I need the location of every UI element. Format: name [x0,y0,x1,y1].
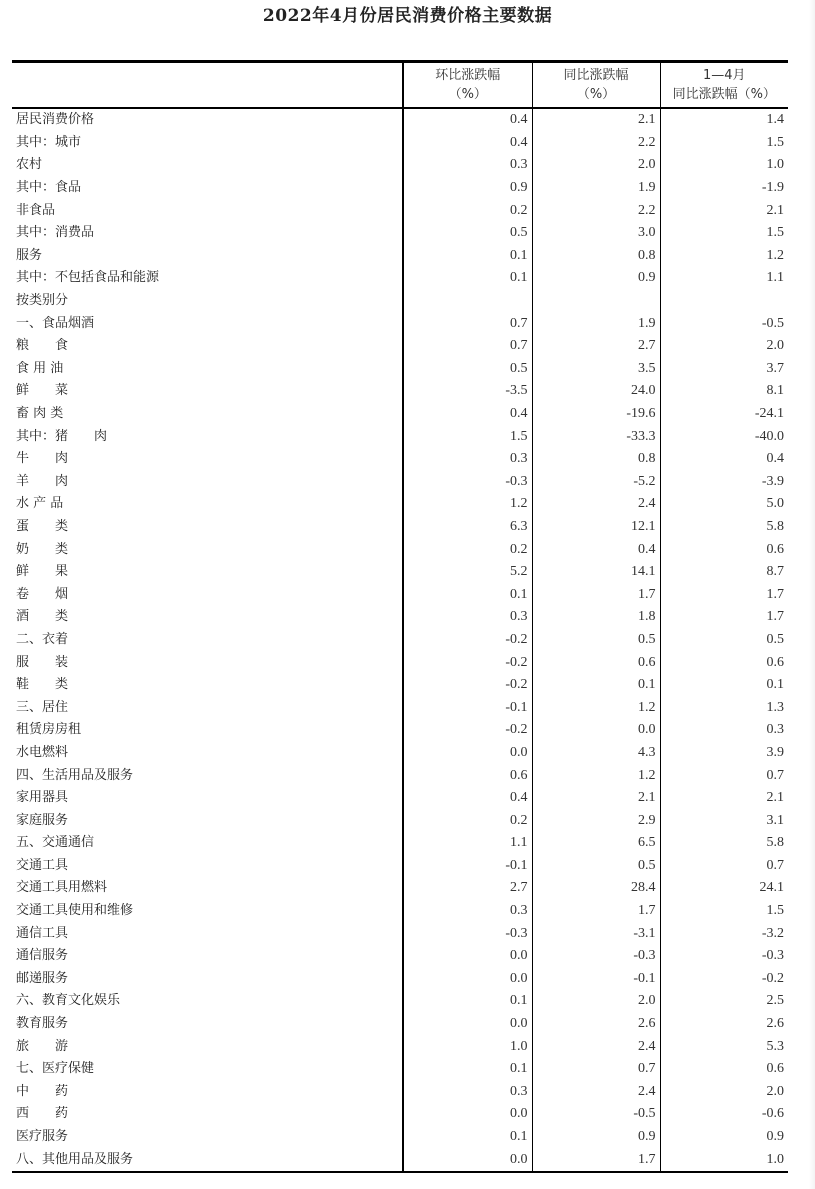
table-row [12,809,788,832]
yoy-value: 2.2 [532,132,660,155]
header-cum-line2: 同比涨跌幅（%） [672,87,776,102]
mom-value: -0.3 [403,471,532,494]
row-label: 奶 类 [16,541,69,557]
row-label: 医疗服务 [16,1129,69,1145]
row-label: 畜 肉 类 [16,406,64,422]
yoy-value: 1.2 [532,764,660,787]
table-row [12,312,788,335]
mom-value: 0.5 [403,222,532,245]
table-row [12,1013,788,1036]
cumulative-yoy-value: 1.0 [660,1148,788,1172]
yoy-value: 2.7 [532,335,660,358]
yoy-value: 2.1 [532,787,660,810]
row-label: 五、交通通信 [16,835,95,851]
table-row [12,403,788,426]
row-label: 一、食品烟酒 [16,315,95,331]
cumulative-yoy-value: 1.7 [660,583,788,606]
yoy-value: 0.5 [532,855,660,878]
mom-value: 0.4 [403,403,532,426]
row-label: 居民消费价格 [16,112,95,128]
header-row [12,62,788,109]
header-yoy-line1: 同比涨跌幅 [563,68,629,83]
yoy-value: 1.8 [532,606,660,629]
cumulative-yoy-value: 8.1 [660,380,788,403]
row-label: 家用器具 [16,790,69,806]
yoy-value: 24.0 [532,380,660,403]
mom-value: 0.3 [403,1081,532,1104]
yoy-value: 2.6 [532,1013,660,1036]
mom-value: 0.0 [403,1103,532,1126]
row-label: 粮 食 [16,338,69,354]
cumulative-yoy-value: -0.5 [660,312,788,335]
table-row [12,448,788,471]
table-row [12,922,788,945]
table-row [12,583,788,606]
row-label: 水 产 品 [16,496,64,512]
yoy-value: 0.6 [532,651,660,674]
table-row [12,764,788,787]
yoy-value: 6.5 [532,832,660,855]
yoy-value: 0.7 [532,1058,660,1081]
cumulative-yoy-value: 0.9 [660,1126,788,1149]
table-row [12,561,788,584]
yoy-value: 2.4 [532,493,660,516]
cumulative-yoy-value: 1.4 [660,108,788,132]
table-row [12,1103,788,1126]
mom-value: 0.4 [403,108,532,132]
mom-value: 1.2 [403,493,532,516]
table-row [12,719,788,742]
row-label: 四、生活用品及服务 [16,767,134,783]
cumulative-yoy-value: 2.1 [660,787,788,810]
cumulative-yoy-value: 24.1 [660,877,788,900]
table-row [12,696,788,719]
table-row [12,832,788,855]
mom-value: 1.0 [403,1035,532,1058]
mom-value: 0.3 [403,154,532,177]
row-label: 鲜 菜 [16,383,69,399]
row-label: 交通工具 [16,857,69,873]
cumulative-yoy-value: 1.5 [660,132,788,155]
mom-value: 0.3 [403,448,532,471]
header-cumulative-yoy [660,62,788,109]
table-row [12,267,788,290]
table-row [12,358,788,381]
row-label: 西 药 [16,1106,69,1122]
yoy-value: 0.9 [532,1126,660,1149]
row-label: 其中：城市 [16,134,82,150]
table-row [12,1148,788,1172]
mom-value: 1.1 [403,832,532,855]
table-row [12,742,788,765]
cpi-data-table [12,60,788,1173]
row-label: 按类别分 [16,293,69,309]
mom-value: 0.4 [403,132,532,155]
mom-value: -0.2 [403,674,532,697]
mom-value: -3.5 [403,380,532,403]
mom-value: 0.2 [403,199,532,222]
table-row [12,900,788,923]
yoy-value: 3.5 [532,358,660,381]
yoy-value: 2.2 [532,199,660,222]
yoy-value: 0.8 [532,245,660,268]
mom-value: 0.7 [403,335,532,358]
row-label: 其中：猪 肉 [16,428,108,444]
cumulative-yoy-value: 5.8 [660,516,788,539]
yoy-value: 0.0 [532,719,660,742]
cumulative-yoy-value: 5.0 [660,493,788,516]
row-label: 其中：消费品 [16,225,95,241]
header-yoy-change [532,62,660,109]
header-cum-line1: 1—4月 [702,68,746,83]
mom-value: 1.5 [403,425,532,448]
table-row [12,651,788,674]
page-title: 2022年4月份居民消费价格主要数据 [262,6,553,26]
table-row [12,132,788,155]
mom-value: -0.1 [403,855,532,878]
row-label: 蛋 类 [16,518,69,534]
yoy-value [532,290,660,313]
cumulative-yoy-value: 1.2 [660,245,788,268]
row-label: 交通工具用燃料 [16,880,108,896]
row-label: 鞋 类 [16,677,69,693]
mom-value: 0.0 [403,968,532,991]
yoy-value: 2.0 [532,154,660,177]
mom-value: -0.2 [403,719,532,742]
mom-value: -0.1 [403,696,532,719]
table-row [12,380,788,403]
cumulative-yoy-value: -3.2 [660,922,788,945]
mom-value: 0.4 [403,787,532,810]
cumulative-yoy-value: -24.1 [660,403,788,426]
table-row [12,425,788,448]
row-label: 服 装 [16,654,69,670]
row-label: 其中：不包括食品和能源 [16,270,160,286]
yoy-value: 1.7 [532,900,660,923]
mom-value: 0.0 [403,1148,532,1172]
cumulative-yoy-value: 0.6 [660,651,788,674]
cumulative-yoy-value: -40.0 [660,425,788,448]
yoy-value: 3.0 [532,222,660,245]
cumulative-yoy-value: -0.6 [660,1103,788,1126]
mom-value: 0.1 [403,990,532,1013]
cumulative-yoy-value: 0.6 [660,1058,788,1081]
table-header [12,62,788,109]
table-row [12,108,788,132]
row-label: 牛 肉 [16,451,69,467]
mom-value: 6.3 [403,516,532,539]
table-body [12,108,788,1172]
table-row [12,787,788,810]
table-row [12,990,788,1013]
table-row [12,222,788,245]
row-label: 农村 [16,157,43,173]
cumulative-yoy-value: 0.1 [660,674,788,697]
yoy-value: 2.9 [532,809,660,832]
yoy-value: 0.4 [532,538,660,561]
cumulative-yoy-value: 2.0 [660,1081,788,1104]
yoy-value: 14.1 [532,561,660,584]
yoy-value: 2.1 [532,108,660,132]
row-label: 六、教育文化娱乐 [16,993,121,1009]
cumulative-yoy-value: -3.9 [660,471,788,494]
cumulative-yoy-value: 0.4 [660,448,788,471]
cumulative-yoy-value: 2.6 [660,1013,788,1036]
mom-value: 2.7 [403,877,532,900]
row-label: 邮递服务 [16,970,69,986]
row-label: 教育服务 [16,1016,69,1032]
row-label: 非食品 [16,202,56,218]
yoy-value: -33.3 [532,425,660,448]
cumulative-yoy-value: 0.6 [660,538,788,561]
yoy-value: 0.5 [532,629,660,652]
cumulative-yoy-value: 5.3 [660,1035,788,1058]
yoy-value: 2.4 [532,1035,660,1058]
mom-value: 0.0 [403,945,532,968]
table-row [12,877,788,900]
row-label: 酒 类 [16,609,69,625]
yoy-value: 1.2 [532,696,660,719]
mom-value: 0.6 [403,764,532,787]
cumulative-yoy-value: -0.2 [660,968,788,991]
cumulative-yoy-value: 2.0 [660,335,788,358]
yoy-value: 1.7 [532,1148,660,1172]
row-label: 三、居住 [16,699,69,715]
mom-value: 5.2 [403,561,532,584]
cumulative-yoy-value: 3.9 [660,742,788,765]
cumulative-yoy-value: 0.7 [660,764,788,787]
yoy-value: -0.5 [532,1103,660,1126]
row-label: 通信工具 [16,925,69,941]
cumulative-yoy-value: 3.1 [660,809,788,832]
mom-value: 0.7 [403,312,532,335]
cumulative-yoy-value: 3.7 [660,358,788,381]
table-row [12,177,788,200]
cumulative-yoy-value: 1.7 [660,606,788,629]
mom-value: 0.3 [403,606,532,629]
header-mom-line2: （%） [448,87,487,102]
mom-value: 0.0 [403,1013,532,1036]
mom-value: 0.0 [403,742,532,765]
page-edge-shadow [809,0,815,1189]
mom-value: -0.2 [403,651,532,674]
table-row [12,1035,788,1058]
table-row [12,606,788,629]
header-item-name [12,62,403,109]
table-row [12,538,788,561]
yoy-value: 4.3 [532,742,660,765]
table-row [12,1081,788,1104]
mom-value [403,290,532,313]
row-label: 水电燃料 [16,744,69,760]
cumulative-yoy-value: 1.5 [660,222,788,245]
table-row [12,154,788,177]
mom-value: 0.1 [403,245,532,268]
mom-value: 0.1 [403,583,532,606]
table-row [12,855,788,878]
cumulative-yoy-value: 1.5 [660,900,788,923]
table-row [12,945,788,968]
row-label: 其中：食品 [16,180,82,196]
yoy-value: 28.4 [532,877,660,900]
mom-value: 0.1 [403,1058,532,1081]
yoy-value: -3.1 [532,922,660,945]
mom-value: 0.2 [403,538,532,561]
cumulative-yoy-value [660,290,788,313]
mom-value: 0.2 [403,809,532,832]
yoy-value: 0.1 [532,674,660,697]
table-row [12,199,788,222]
row-label: 八、其他用品及服务 [16,1151,134,1167]
cumulative-yoy-value: -1.9 [660,177,788,200]
yoy-value: 0.8 [532,448,660,471]
row-label: 交通工具使用和维修 [16,903,134,919]
cumulative-yoy-value: 8.7 [660,561,788,584]
yoy-value: 1.9 [532,312,660,335]
row-label: 通信服务 [16,948,69,964]
cumulative-yoy-value: 1.3 [660,696,788,719]
row-label: 旅 游 [16,1038,69,1054]
yoy-value: 12.1 [532,516,660,539]
mom-value: 0.5 [403,358,532,381]
row-label: 二、衣着 [16,631,69,647]
mom-value: 0.9 [403,177,532,200]
table-row [12,471,788,494]
cumulative-yoy-value: 5.8 [660,832,788,855]
yoy-value: -0.1 [532,968,660,991]
cumulative-yoy-value: 0.7 [660,855,788,878]
cumulative-yoy-value: 1.1 [660,267,788,290]
mom-value: 0.1 [403,267,532,290]
mom-value: -0.2 [403,629,532,652]
row-label: 食 用 油 [16,360,64,376]
yoy-value: -0.3 [532,945,660,968]
cumulative-yoy-value: 1.0 [660,154,788,177]
cumulative-yoy-value: 2.5 [660,990,788,1013]
row-label: 鲜 果 [16,564,69,580]
yoy-value: 2.0 [532,990,660,1013]
table-row [12,493,788,516]
yoy-value: 1.7 [532,583,660,606]
yoy-value: -5.2 [532,471,660,494]
header-yoy-line2: （%） [576,87,616,102]
table-row [12,1126,788,1149]
table-row [12,516,788,539]
table-row [12,1058,788,1081]
header-mom-line1: 环比涨跌幅 [435,68,501,83]
row-label: 七、医疗保健 [16,1061,95,1077]
table-row [12,674,788,697]
header-mom-change [403,62,532,109]
row-label: 家庭服务 [16,812,69,828]
table-row [12,290,788,313]
cumulative-yoy-value: 2.1 [660,199,788,222]
cumulative-yoy-value: 0.5 [660,629,788,652]
cumulative-yoy-value: -0.3 [660,945,788,968]
yoy-value: 2.4 [532,1081,660,1104]
yoy-value: 0.9 [532,267,660,290]
row-label: 卷 烟 [16,586,69,602]
cumulative-yoy-value: 0.3 [660,719,788,742]
mom-value: 0.1 [403,1126,532,1149]
table-row [12,335,788,358]
table-row [12,968,788,991]
yoy-value: 1.9 [532,177,660,200]
row-label: 服务 [16,247,43,263]
row-label: 羊 肉 [16,473,69,489]
table-row [12,245,788,268]
mom-value: -0.3 [403,922,532,945]
mom-value: 0.3 [403,900,532,923]
yoy-value: -19.6 [532,403,660,426]
row-label: 租赁房房租 [16,722,82,738]
table-row [12,629,788,652]
row-label: 中 药 [16,1083,69,1099]
